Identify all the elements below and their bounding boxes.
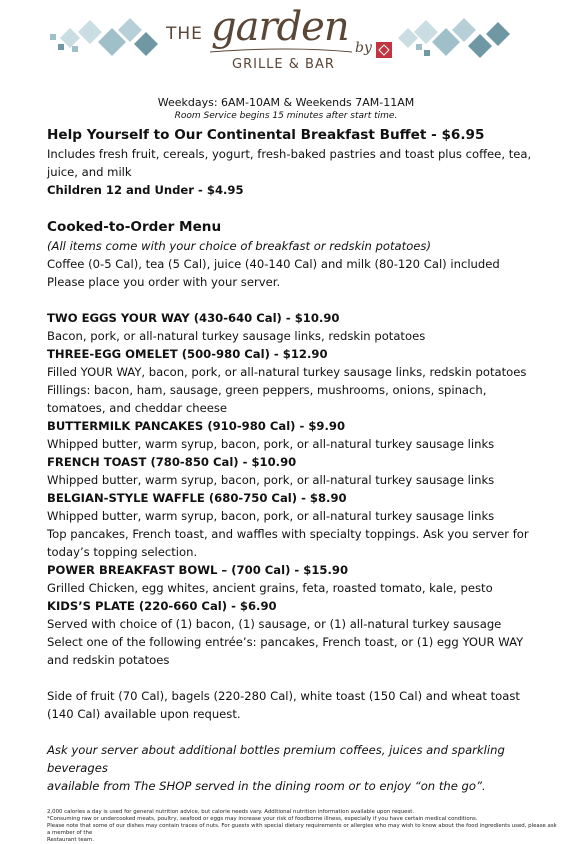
menu-item <box>47 597 557 669</box>
menu-item-name: BELGIAN-STYLE WAFFLE (680-750 Cal) - $8.90 <box>47 491 347 505</box>
room-service-note: Room Service begins 15 minutes after start time. <box>174 111 398 121</box>
menu-item-description: Whipped butter, warm syrup, bacon, pork, or all-natural turkey sausage links <box>47 509 495 523</box>
menu-item-description: Grilled Chicken, egg whites, ancient grains, feta, roasted tomato, kale, pesto <box>47 581 493 595</box>
buffet-title: Help Yourself to Our Continental Breakfast Buffet - $6.95 <box>47 127 485 143</box>
potato-choice-note: (All items come with your choice of breakfast or redskin potatoes) <box>47 239 431 253</box>
menu-item <box>47 345 557 417</box>
sides-line: (140 Cal) available upon request. <box>47 707 241 721</box>
menu-item-name: BUTTERMILK PANCAKES (910-980 Cal) - $9.90 <box>47 419 346 433</box>
menu-item-description: Top pancakes, French toast, and waffles with specialty toppings. Ask you server for <box>47 527 529 541</box>
menu-item <box>47 309 557 345</box>
disclaimer-line: Restaurant team. <box>47 837 94 843</box>
sides-line: Side of fruit (70 Cal), bagels (220-280 Cal), white toast (150 Cal) and wheat toast <box>47 689 520 703</box>
included-drinks: Coffee (0-5 Cal), tea (5 Cal), juice (40-140 Cal) and milk (80-120 Cal) included <box>47 257 500 271</box>
cooked-menu-title: Cooked-to-Order Menu <box>47 219 222 235</box>
menu-item-description: Whipped butter, warm syrup, bacon, pork, or all-natural turkey sausage links <box>47 437 495 451</box>
garden-grille-logo <box>0 0 572 88</box>
menu-item-description: Bacon, pork, or all-natural turkey sausage links, redskin potatoes <box>47 329 426 343</box>
menu-item <box>47 453 557 489</box>
menu-content <box>47 125 557 844</box>
menu-item-name: THREE-EGG OMELET (500-980 Cal) - $12.90 <box>47 347 328 361</box>
disclaimer-line: Please note that some of our dishes may contain traces of nuts. For guests with special dietary requirements or allergies who may wish to know about the food ingredients used, please ask a member of the <box>47 823 557 836</box>
menu-item-name: TWO EGGS YOUR WAY (430-640 Cal) - $10.90 <box>47 311 340 325</box>
menu-item-description: tomatoes, and cheddar cheese <box>47 401 228 415</box>
menu-item-name: FRENCH TOAST (780-850 Cal) - $10.90 <box>47 455 297 469</box>
menu-item <box>47 417 557 453</box>
ask-server-note: Ask your server about additional bottles premium coffees, juices and sparkling beverages <box>47 743 505 775</box>
logo-by-text: by <box>355 40 372 56</box>
logo-subtitle: GRILLE & BAR <box>232 57 335 72</box>
menu-item-description: Select one of the following entrée’s: pancakes, French toast, or (1) egg YOUR WAY <box>47 635 524 649</box>
menu-item-description: Filled YOUR WAY, bacon, pork, or all-natural turkey sausage links, redskin potatoes <box>47 365 527 379</box>
logo-the-text: THE <box>166 24 203 44</box>
buffet-description-line: juice, and milk <box>47 165 132 179</box>
disclaimer-line: 2,000 calories a day is used for general nutrition advice, but calorie needs vary. Additional nutrition information available upon request. <box>47 809 415 815</box>
children-price: Children 12 and Under - $4.95 <box>47 183 244 197</box>
menu-item-description: today’s topping selection. <box>47 545 198 559</box>
order-instruction: Please place you order with your server. <box>47 275 281 289</box>
menu-item-name: POWER BREAKFAST BOWL – (700 Cal) - $15.90 <box>47 563 349 577</box>
buffet-description-line: Includes fresh fruit, cereals, yogurt, fresh-baked pastries and toast plus coffee, tea, <box>47 147 532 161</box>
menu-item-description: and redskin potatoes <box>47 653 170 667</box>
menu-item <box>47 489 557 561</box>
ask-server-note: available from The SHOP served in the dining room or to enjoy “on the go”. <box>47 779 486 793</box>
disclaimer-line: *Consuming raw or undercooked meats, poultry, seafood or eggs may increase your risk of foodborne illness, especially if you have certain medical conditions. <box>47 816 478 822</box>
menu-item-description: Fillings: bacon, ham, sausage, green peppers, mushrooms, onions, spinach, <box>47 383 487 397</box>
menu-item-description: Whipped butter, warm syrup, bacon, pork, or all-natural turkey sausage links <box>47 473 495 487</box>
service-hours: Weekdays: 6AM-10AM & Weekends 7AM-11AM <box>157 96 415 109</box>
menu-item-description: Served with choice of (1) bacon, (1) sausage, or (1) all-natural turkey sausage <box>47 617 502 631</box>
logo-garden-text: garden <box>211 4 349 50</box>
menu-item-name: KIDS’S PLATE (220-660 Cal) - $6.90 <box>47 599 277 613</box>
menu-item <box>47 561 557 597</box>
